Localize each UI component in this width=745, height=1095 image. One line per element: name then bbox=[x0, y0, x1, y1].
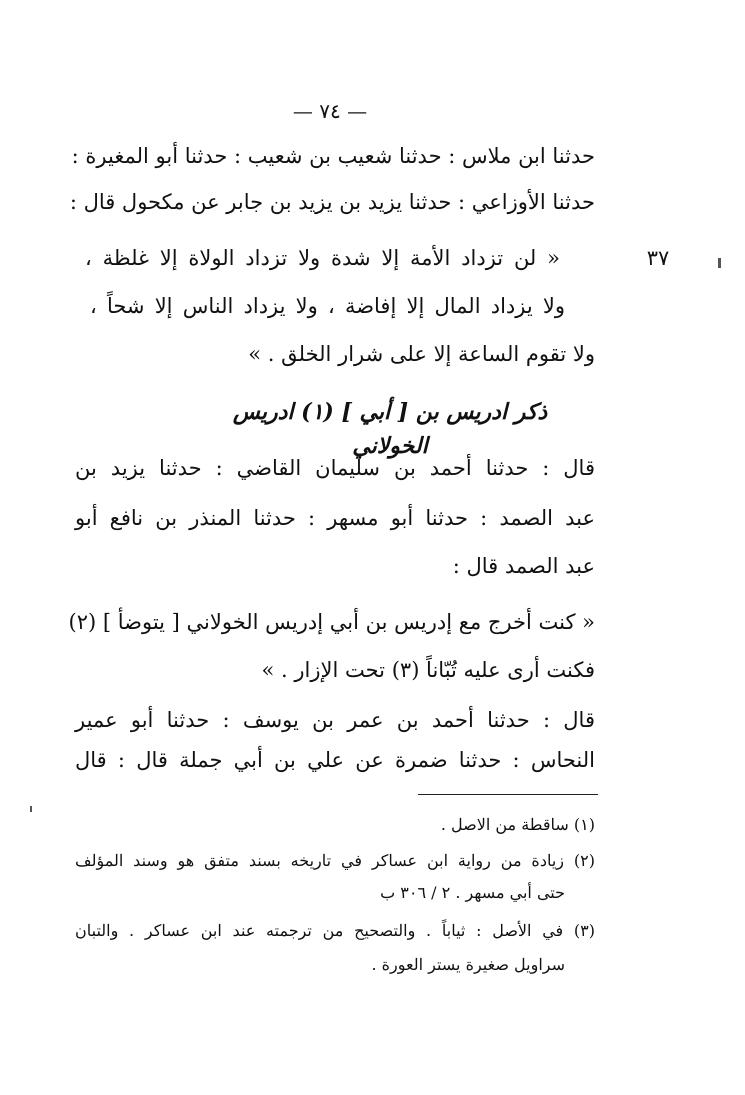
text-line: النحاس : حدثنا ضمرة عن علي بن أبي جملة قال : قال bbox=[75, 748, 595, 772]
footnote-divider bbox=[418, 794, 598, 795]
margin-speck bbox=[30, 806, 32, 812]
text-line: عبد الصمد : حدثنا أبو مسهر : حدثنا المنذر بن نافع أبو bbox=[75, 506, 595, 530]
footnote: (١) ساقطة من الاصل . bbox=[440, 815, 595, 834]
footnote: (٣) في الأصل : ثياباً . والتصحيح من ترجمته عند ابن عساكر . والتبان bbox=[75, 921, 595, 940]
hadith-number: ٣٧ bbox=[646, 246, 670, 270]
text-line: قال : حدثنا أحمد بن عمر بن يوسف : حدثنا أبو عمير bbox=[75, 708, 595, 732]
text-line: حدثنا الأوزاعي : حدثنا يزيد بن يزيد بن جابر عن مكحول قال : bbox=[69, 190, 595, 214]
text-line: ولا تقوم الساعة إلا على شرار الخلق . » bbox=[248, 342, 595, 366]
text-line: حدثنا ابن ملاس : حدثنا شعيب بن شعيب : حدثنا أبو المغيرة : bbox=[71, 144, 595, 168]
footnote: (٢) زيادة من رواية ابن عساكر في تاريخه بسند متفق هو وسند المؤلف bbox=[75, 851, 595, 870]
text-line: « كنت أخرج مع إدريس بن أبي إدريس الخولاني [ يتوضأ ] (٢) bbox=[68, 610, 595, 634]
text-line: ولا يزداد المال إلا إفاضة ، ولا يزداد الناس إلا شحاً ، bbox=[90, 294, 565, 318]
page-number: — ٧٤ — bbox=[292, 99, 368, 123]
text-line: « لن تزداد الأمة إلا شدة ولا تزداد الولاة إلا غلظة ، bbox=[85, 246, 560, 270]
margin-speck bbox=[718, 258, 721, 268]
section-heading: ذكر ادريس بن [ أبي ] (١) ادريس الخولاني bbox=[232, 399, 548, 459]
footnote-continuation: حتى أبي مسهر . ٢ / ٣٠٦ ب bbox=[380, 883, 565, 902]
text-line: قال : حدثنا أحمد بن سليمان القاضي : حدثنا يزيد بن bbox=[75, 456, 595, 480]
footnote-continuation: سراويل صغيرة يستر العورة . bbox=[371, 955, 565, 974]
text-line: فكنت أرى عليه تُبّاناً (٣) تحت الإزار . » bbox=[261, 658, 595, 682]
text-line: عبد الصمد قال : bbox=[452, 554, 595, 578]
